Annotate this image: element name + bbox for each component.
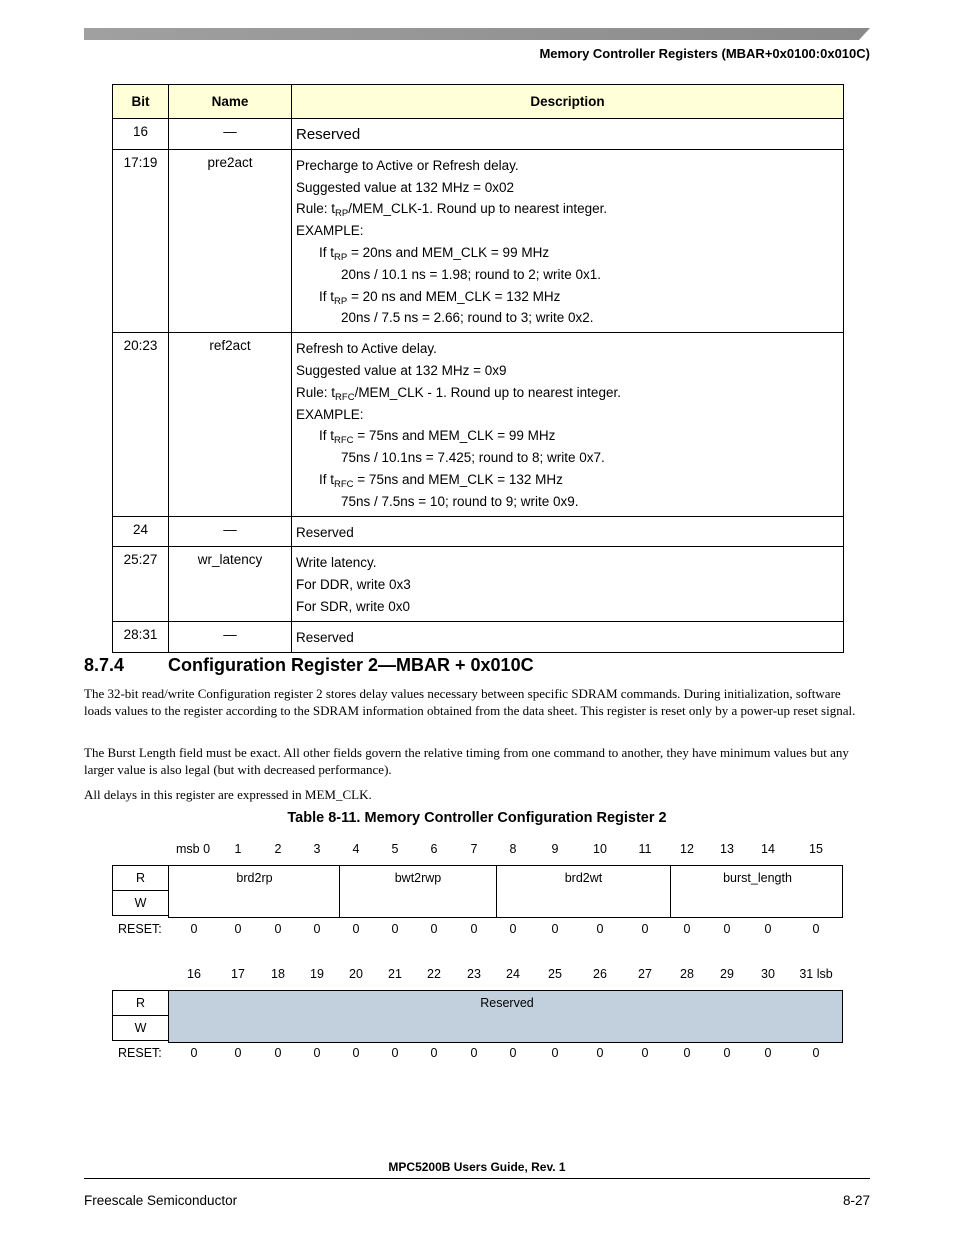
reset-value: 0 [234, 1046, 242, 1060]
text-run: If t [319, 471, 335, 487]
text-run: Rule: t [296, 201, 336, 217]
reset-value: 0 [470, 1046, 478, 1060]
reset-label: RESET: [118, 1046, 162, 1060]
description-line: Precharge to Active or Refresh delay. [296, 157, 519, 173]
text-run: = 20 ns and MEM_CLK = 132 MHz [347, 288, 561, 304]
bit-number: 23 [467, 967, 481, 981]
register-field: bwt2rwp [339, 866, 496, 917]
table-row [113, 119, 844, 150]
text-run: = 75ns and MEM_CLK = 99 MHz [353, 428, 556, 444]
bit-number: 17 [231, 967, 245, 981]
header-bar [84, 28, 870, 40]
description-line: Suggested value at 132 MHz = 0x9 [296, 362, 507, 378]
bit-cell: 25:27 [113, 547, 169, 621]
bit-number: 9 [551, 842, 559, 856]
reset-value: 0 [391, 1046, 399, 1060]
write-row-label: W [112, 890, 169, 916]
bit-number: 2 [274, 842, 282, 856]
bit-number: 18 [271, 967, 285, 981]
bit-number: 19 [310, 967, 324, 981]
description-cell [292, 333, 844, 516]
description-cell [292, 149, 844, 332]
footer-company: Freescale Semiconductor [84, 1193, 238, 1208]
reset-value: 0 [596, 1046, 604, 1060]
description-line [296, 242, 839, 264]
reset-value: 0 [812, 922, 820, 936]
paragraph: The 32-bit read/write Configuration register 2 stores delay values necessary between specific SDRAM commands. During initialization, software loads values to the register according to the SDRAM information obtained from the data sheet. This register is reset only by a power-up reset signal. [84, 686, 856, 718]
bit-number: 1 [234, 842, 242, 856]
bit-number: 8 [509, 842, 517, 856]
description-line: Reserved [296, 524, 354, 540]
reset-value: 0 [352, 1046, 360, 1060]
reset-value: 0 [641, 1046, 649, 1060]
description-line: 75ns / 7.5ns = 10; round to 9; write 0x9. [341, 493, 579, 509]
bit-number: msb 0 [175, 842, 211, 856]
read-row-label: R [112, 990, 169, 1016]
bit-number: 12 [680, 842, 694, 856]
register-field: brd2rp [236, 871, 273, 885]
name-cell: — [169, 621, 292, 652]
bit-cell: 28:31 [113, 621, 169, 652]
section-title: Configuration Register 2—MBAR + 0x010C [168, 655, 534, 675]
description-line [296, 469, 839, 491]
register-field: burst_length [670, 866, 844, 917]
bit-cell: 20:23 [113, 333, 169, 516]
bit-number: 26 [593, 967, 607, 981]
description-line: For DDR, write 0x3 [296, 577, 411, 593]
reset-value: 0 [764, 922, 772, 936]
text-run: = 20ns and MEM_CLK = 99 MHz [347, 244, 550, 260]
paragraph: The Burst Length field must be exact. All other fields govern the relative timing from one command to another, they have minimum values but any larger value is also legal (but with decreased performance). [84, 745, 849, 777]
reset-value: 0 [683, 922, 691, 936]
description-line: 20ns / 10.1 ns = 1.98; round to 2; write 0x1. [341, 266, 602, 282]
bit-cell: 17:19 [113, 149, 169, 332]
reset-value: 0 [391, 922, 399, 936]
reset-value: 0 [723, 1046, 731, 1060]
description-line: Reserved [296, 629, 354, 645]
bit-number: 22 [427, 967, 441, 981]
description-cell [292, 516, 844, 547]
reset-value: 0 [190, 1046, 198, 1060]
text-run: Rule: t [296, 384, 336, 400]
description-cell [292, 621, 844, 652]
bit-number: 6 [430, 842, 438, 856]
footer-doc-title: MPC5200B Users Guide, Rev. 1 [388, 1160, 566, 1174]
description-line: Refresh to Active delay. [296, 341, 437, 357]
name-cell: — [169, 516, 292, 547]
bit-cell: 24 [113, 516, 169, 547]
bit-number: 13 [720, 842, 734, 856]
section-heading [84, 655, 534, 676]
bit-number: 7 [470, 842, 478, 856]
name-cell: wr_latency [169, 547, 292, 621]
text-run: If t [319, 288, 335, 304]
text-run: If t [319, 244, 335, 260]
page-number: 8-27 [842, 1193, 870, 1208]
description-line: 75ns / 10.1ns = 7.425; round to 8; write 0x7. [341, 450, 605, 466]
column-header-name: Name [169, 85, 292, 119]
table-row [113, 621, 844, 652]
name-cell: ref2act [169, 333, 292, 516]
bit-description-table [112, 84, 844, 653]
reset-value: 0 [234, 922, 242, 936]
table-row [113, 516, 844, 547]
reset-value: 0 [470, 922, 478, 936]
bit-number: 16 [187, 967, 201, 981]
reset-value: 0 [551, 1046, 559, 1060]
reset-value: 0 [274, 922, 282, 936]
reset-value: 0 [274, 1046, 282, 1060]
description-cell [292, 547, 844, 621]
bit-number: 29 [720, 967, 734, 981]
reset-value: 0 [551, 922, 559, 936]
reset-value: 0 [509, 922, 517, 936]
description-line [296, 425, 839, 447]
bit-number: 4 [352, 842, 360, 856]
subscript: RFC [335, 391, 355, 403]
bit-number: 11 [638, 842, 652, 856]
reset-value: 0 [812, 1046, 820, 1060]
text-run: /MEM_CLK - 1. Round up to nearest integer. [354, 384, 621, 400]
column-header-description: Description [292, 85, 844, 119]
text-run: If t [319, 428, 335, 444]
description-cell [292, 119, 844, 150]
bit-cell: 16 [113, 119, 169, 150]
description-line: For SDR, write 0x0 [296, 598, 411, 614]
description-line: EXAMPLE: [296, 406, 364, 422]
reset-label: RESET: [118, 922, 162, 936]
section-number: 8.7.4 [84, 655, 125, 675]
register-field-row [168, 990, 843, 1043]
reset-value: 0 [313, 922, 321, 936]
bit-number: 30 [761, 967, 775, 981]
bit-number: 27 [638, 967, 652, 981]
reset-value: 0 [190, 922, 198, 936]
description-line: Write latency. [296, 555, 377, 571]
subscript: RP [334, 251, 348, 263]
name-cell: — [169, 119, 292, 150]
paragraph: All delays in this register are expressed in MEM_CLK. [84, 787, 372, 802]
column-header-bit: Bit [113, 85, 169, 119]
bit-number: 25 [548, 967, 562, 981]
reset-value: 0 [641, 922, 649, 936]
description-line [296, 286, 839, 308]
bit-number: 21 [388, 967, 402, 981]
reset-value: 0 [723, 922, 731, 936]
reset-value: 0 [430, 1046, 438, 1060]
reset-value: 0 [352, 922, 360, 936]
bit-number: 20 [349, 967, 363, 981]
text-run: = 75ns and MEM_CLK = 132 MHz [353, 471, 563, 487]
register-field: brd2wt [496, 866, 670, 917]
description-line: Reserved [296, 126, 361, 143]
subscript: RFC [334, 435, 354, 447]
reset-value: 0 [683, 1046, 691, 1060]
footer-rule [84, 1178, 870, 1179]
bit-number: 31 lsb [799, 967, 833, 981]
table-row [113, 333, 844, 516]
register-field: Reserved [480, 996, 534, 1010]
subscript: RP [335, 208, 349, 220]
write-row-label: W [112, 1015, 169, 1041]
reset-value: 0 [764, 1046, 772, 1060]
bit-number: 15 [809, 842, 823, 856]
bit-number: 10 [593, 842, 607, 856]
text-run: /MEM_CLK-1. Round up to nearest integer. [348, 201, 608, 217]
table-row [113, 149, 844, 332]
bit-number: 28 [680, 967, 694, 981]
description-line [296, 382, 839, 404]
subscript: RFC [334, 478, 354, 490]
bit-number: 14 [761, 842, 775, 856]
description-line: EXAMPLE: [296, 223, 364, 239]
description-line: 20ns / 7.5 ns = 2.66; round to 3; write 0x2. [341, 310, 594, 326]
register-field-row [168, 865, 843, 918]
description-line: Suggested value at 132 MHz = 0x02 [296, 179, 515, 195]
name-cell: pre2act [169, 149, 292, 332]
reset-value: 0 [596, 922, 604, 936]
bit-number: 24 [506, 967, 520, 981]
description-line [296, 198, 839, 220]
reset-value: 0 [430, 922, 438, 936]
reset-value: 0 [313, 1046, 321, 1060]
bit-number: 5 [391, 842, 399, 856]
bit-number: 3 [313, 842, 321, 856]
reset-value: 0 [509, 1046, 517, 1060]
table-row [113, 547, 844, 621]
table-caption: Table 8-11. Memory Controller Configuration Register 2 [287, 810, 667, 826]
read-row-label: R [112, 865, 169, 891]
running-title: Memory Controller Registers (MBAR+0x0100:0x010C) [539, 46, 870, 61]
subscript: RP [334, 295, 348, 307]
